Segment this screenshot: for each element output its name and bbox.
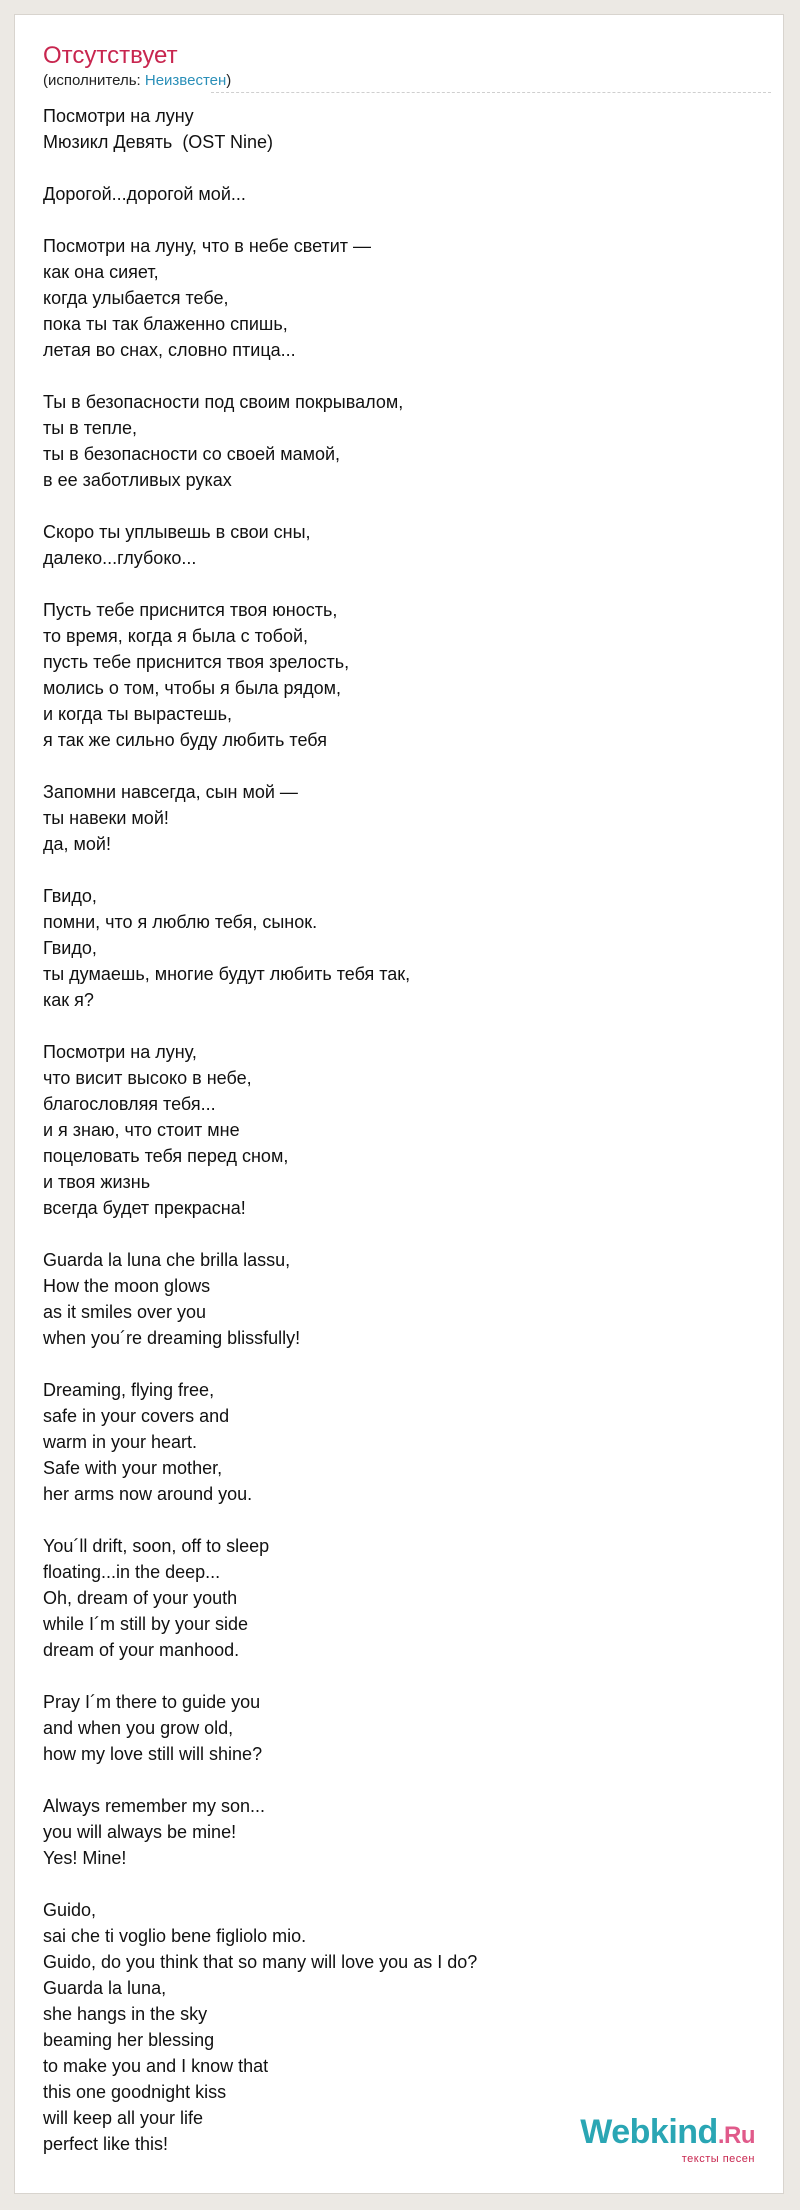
lyric-line: will keep all your life: [43, 2108, 204, 2128]
logo-tagline: тексты песен: [681, 2153, 755, 2165]
lyric-line: how my love still will shine?: [43, 1744, 263, 1764]
lyric-line: and when you grow old,: [43, 1718, 234, 1738]
lyric-line: sai che ti voglio bene figliolo mio.: [43, 1926, 307, 1946]
lyric-line: то время, когда я была с тобой,: [43, 626, 309, 646]
lyric-line: я так же сильно буду любить тебя: [43, 730, 327, 750]
lyric-line: Гвидо,: [43, 938, 97, 958]
lyrics-card: [14, 14, 784, 2194]
lyric-line: Dreaming, flying free,: [43, 1380, 215, 1400]
lyric-line: Pray I´m there to guide you: [43, 1692, 261, 1712]
lyric-line: и твоя жизнь: [43, 1172, 151, 1192]
lyric-line: в ее заботливых руках: [43, 470, 232, 490]
lyric-line: perfect like this!: [43, 2134, 169, 2154]
lyric-line: [43, 857, 763, 883]
artist-link[interactable]: Неизвестен: [144, 72, 227, 89]
lyric-line: [43, 1221, 763, 1247]
lyrics-text: [43, 103, 763, 2157]
lyric-line: Guarda la luna che brilla lassu,: [43, 1250, 291, 1270]
header-divider: [211, 92, 771, 93]
lyric-line: you will always be mine!: [43, 1822, 237, 1842]
lyric-line: Мюзикл Девять (OST Nine): [43, 132, 274, 152]
lyric-line: пусть тебе приснится твоя зрелость,: [43, 652, 350, 672]
lyric-line: You´ll drift, soon, off to sleep: [43, 1536, 270, 1556]
site-logo[interactable]: [580, 2115, 755, 2165]
lyric-line: [43, 207, 763, 233]
lyric-line: далеко...глубоко...: [43, 548, 197, 568]
lyric-line: летая во снах, словно птица...: [43, 340, 296, 360]
lyric-line: dream of your manhood.: [43, 1640, 240, 1660]
lyric-line: this one goodnight kiss: [43, 2082, 227, 2102]
lyric-line: и я знаю, что стоит мне: [43, 1120, 240, 1140]
lyric-line: as it smiles over you: [43, 1302, 207, 1322]
artist-line: [43, 72, 231, 89]
lyric-line: Always remember my son...: [43, 1796, 266, 1816]
lyric-line: поцеловать тебя перед сном,: [43, 1146, 289, 1166]
lyric-line: her arms now around you.: [43, 1484, 253, 1504]
artist-prefix: (исполнитель:: [43, 72, 145, 89]
lyric-line: Guido, do you think that so many will love you as I do?: [43, 1952, 478, 1972]
logo-wordmark: [580, 2115, 755, 2153]
lyric-line: [43, 1013, 763, 1039]
lyric-line: [43, 155, 763, 181]
lyric-line: Скоро ты уплывешь в свои сны,: [43, 522, 311, 542]
lyric-line: Дорогой...дорогой мой...: [43, 184, 246, 204]
lyric-line: ты в тепле,: [43, 418, 138, 438]
lyric-line: [43, 571, 763, 597]
lyric-line: ты в безопасности со своей мамой,: [43, 444, 341, 464]
lyric-line: как она сияет,: [43, 262, 159, 282]
lyric-line: Пусть тебе приснится твоя юность,: [43, 600, 338, 620]
lyric-line: [43, 363, 763, 389]
lyric-line: Guido,: [43, 1900, 97, 1920]
lyric-line: [43, 1507, 763, 1533]
lyric-line: что висит высоко в небе,: [43, 1068, 252, 1088]
lyric-line: всегда будет прекрасна!: [43, 1198, 246, 1218]
lyric-line: Посмотри на луну,: [43, 1042, 197, 1062]
lyric-line: Yes! Mine!: [43, 1848, 127, 1868]
artist-suffix: ): [226, 72, 232, 89]
logo-tld: .Ru: [717, 2122, 755, 2149]
lyric-line: Гвидо,: [43, 886, 97, 906]
lyric-line: Oh, dream of your youth: [43, 1588, 238, 1608]
lyric-line: [43, 753, 763, 779]
lyric-line: когда улыбается тебе,: [43, 288, 229, 308]
lyric-line: [43, 493, 763, 519]
lyric-line: ты навеки мой!: [43, 808, 169, 828]
lyric-line: и когда ты вырастешь,: [43, 704, 232, 724]
lyric-line: Guarda la luna,: [43, 1978, 167, 1998]
lyric-line: ты думаешь, многие будут любить тебя так,: [43, 964, 411, 984]
lyric-line: beaming her blessing: [43, 2030, 215, 2050]
lyric-line: [43, 1767, 763, 1793]
lyric-line: Ты в безопасности под своим покрывалом,: [43, 392, 404, 412]
lyric-line: while I´m still by your side: [43, 1614, 249, 1634]
lyric-line: to make you and I know that: [43, 2056, 269, 2076]
lyric-line: помни, что я люблю тебя, сынок.: [43, 912, 318, 932]
lyric-line: как я?: [43, 990, 94, 1010]
lyric-line: warm in your heart.: [43, 1432, 198, 1452]
lyric-line: [43, 1871, 763, 1897]
lyric-line: floating...in the deep...: [43, 1562, 221, 1582]
lyric-line: Safe with your mother,: [43, 1458, 223, 1478]
lyric-line: Посмотри на луну: [43, 106, 194, 126]
lyric-line: How the moon glows: [43, 1276, 211, 1296]
lyric-line: [43, 1351, 763, 1377]
lyric-line: safe in your covers and: [43, 1406, 230, 1426]
lyric-line: пока ты так блаженно спишь,: [43, 314, 288, 334]
lyric-line: да, мой!: [43, 834, 111, 854]
lyric-line: Посмотри на луну, что в небе светит —: [43, 236, 372, 256]
lyric-line: Запомни навсегда, сын мой —: [43, 782, 298, 802]
lyric-line: [43, 1663, 763, 1689]
page-title: Отсутствует: [43, 42, 178, 69]
lyric-line: she hangs in the sky: [43, 2004, 208, 2024]
logo-name: Webkind: [580, 2113, 718, 2151]
lyric-line: благословляя тебя...: [43, 1094, 216, 1114]
lyric-line: молись о том, чтобы я была рядом,: [43, 678, 342, 698]
lyric-line: when you´re dreaming blissfully!: [43, 1328, 301, 1348]
